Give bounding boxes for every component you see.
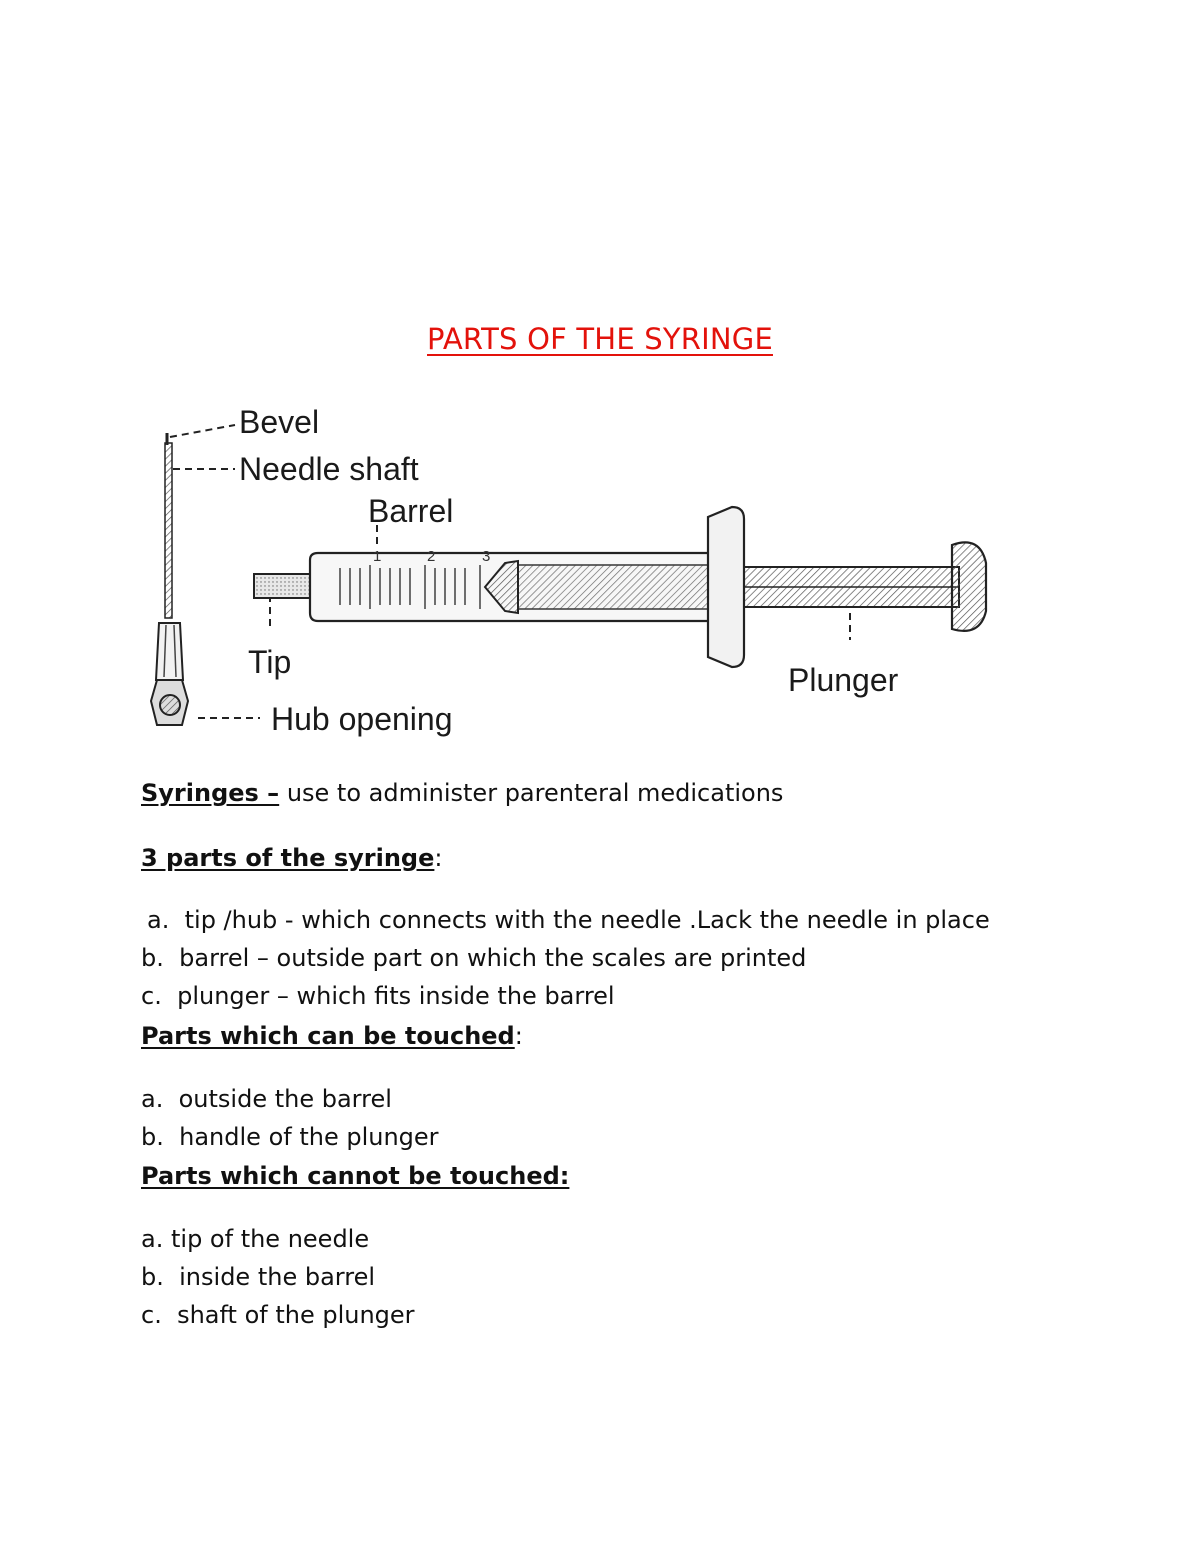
list-marker: b.	[141, 1263, 164, 1291]
label-bevel: Bevel	[239, 404, 320, 440]
intro-line	[141, 779, 783, 807]
list-item	[141, 944, 806, 972]
intro-term: Syringes –	[141, 779, 280, 807]
section3-heading: Parts which cannot be touched:	[141, 1162, 570, 1190]
list-marker: b.	[141, 1123, 164, 1151]
section2-heading-suffix: :	[514, 1022, 523, 1050]
list-text: inside the barrel	[179, 1263, 375, 1291]
syringe-diagram	[140, 385, 1020, 755]
syringe-diagram-svg	[140, 385, 1020, 755]
list-text: handle of the plunger	[179, 1123, 439, 1151]
section2-heading-line	[141, 1022, 523, 1050]
scale-mark: 3	[482, 548, 491, 565]
section1-heading: 3 parts of the syringe	[141, 844, 435, 872]
list-marker: a.	[147, 906, 170, 934]
finger-flange	[708, 507, 744, 667]
list-text: tip of the needle	[170, 1225, 370, 1253]
list-marker: c.	[141, 982, 162, 1010]
list-item	[141, 1225, 369, 1253]
section3-heading-line	[141, 1162, 569, 1190]
list-marker: b.	[141, 944, 164, 972]
list-item	[141, 1123, 439, 1151]
label-plunger: Plunger	[788, 662, 899, 698]
hub-opening-shape	[160, 695, 180, 715]
page-title: PARTS OF THE SYRINGE	[427, 322, 773, 356]
scale-mark: 2	[427, 548, 436, 565]
list-item	[141, 1085, 392, 1113]
list-text: plunger – which fits inside the barrel	[177, 982, 615, 1010]
syringe-body	[254, 507, 986, 667]
section2-heading: Parts which can be touched	[141, 1022, 515, 1050]
needle	[151, 433, 188, 725]
list-item	[147, 906, 990, 934]
list-text: outside the barrel	[178, 1085, 392, 1113]
section1-heading-line	[141, 844, 442, 872]
plunger-thumb-rest	[952, 542, 986, 631]
section1-heading-suffix: :	[434, 844, 443, 872]
list-text: tip /hub - which connects with the needle .Lack the needle in place	[184, 906, 990, 934]
list-item	[141, 1301, 415, 1329]
label-barrel: Barrel	[368, 493, 454, 529]
scale-mark: 1	[373, 548, 382, 565]
list-text: barrel – outside part on which the scales are printed	[179, 944, 807, 972]
tip-shape	[254, 574, 318, 598]
list-marker: a.	[141, 1225, 164, 1253]
intro-definition: use to administer parenteral medications	[279, 779, 784, 807]
list-text: shaft of the plunger	[177, 1301, 415, 1329]
label-tip: Tip	[248, 644, 292, 680]
label-hub-opening: Hub opening	[271, 701, 453, 737]
list-item	[141, 982, 615, 1010]
list-item	[141, 1263, 375, 1291]
list-marker: a.	[141, 1085, 164, 1113]
label-needle-shaft: Needle shaft	[239, 451, 419, 487]
list-marker: c.	[141, 1301, 162, 1329]
